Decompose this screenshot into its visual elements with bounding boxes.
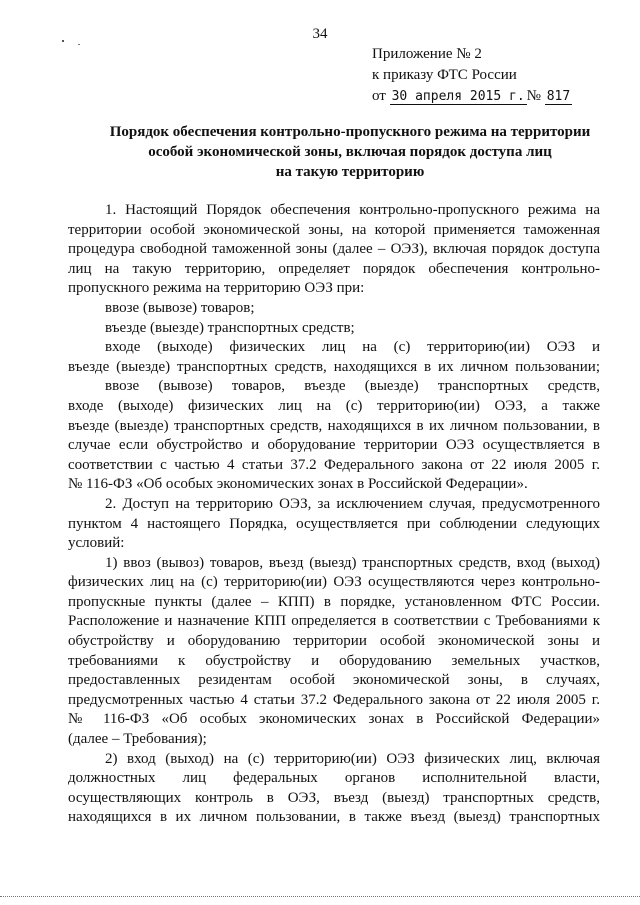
order-date: 30 апреля 2015 г.	[391, 89, 525, 104]
text-line: (далее – Требования);	[68, 731, 207, 748]
text-line: въезде (выезде) транспортных средств;	[105, 319, 355, 336]
document-body	[68, 201, 600, 828]
text-line: 2. Доступ на территорию ОЭЗ, за исключением случая, предусмотренного	[105, 495, 600, 512]
text-line: 2) вход (выход) на (с) территорию(ии) ОЭЗ физических лиц, включая	[105, 750, 600, 767]
text-line: лиц на такую территорию, определяет порядок обеспечения контрольно-	[68, 260, 600, 277]
document-title	[60, 122, 640, 182]
text-line: предусмотренных частью 4 статьи 37.2 Федерального закона от 22 июля 2005 г.	[68, 691, 600, 708]
text-line: условий:	[68, 535, 125, 552]
text-line: пунктом 4 настоящего Порядка, осуществляется при соблюдении следующих	[68, 515, 600, 532]
text-line: требованиями к обустройству и оборудованию земельных участков,	[68, 652, 600, 669]
text-line: процедура свободной таможенной зоны (далее – ОЭЗ), включая порядок доступа	[68, 241, 600, 258]
text-line: пропускного режима на территорию ОЭЗ при:	[68, 280, 365, 297]
text-line: пропускные пункты (далее – КПП) в порядке, установленном ФТС России.	[68, 593, 600, 610]
text-line: осуществляющих контроль в ОЭЗ, въезд (выезд) транспортных средств,	[68, 789, 600, 806]
scan-speck	[78, 44, 80, 45]
text-line: предоставленных резидентам особой экономической зоны, в случаях,	[68, 672, 600, 689]
scan-edge	[0, 896, 640, 899]
text-line: ввозе (вывозе) товаров, въезде (выезде) транспортных средств,	[105, 378, 600, 395]
appendix-date-line	[372, 86, 572, 107]
text-line: находящихся в их личном пользовании, в также въезд (выезд) транспортных	[68, 809, 600, 826]
text-line: 1. Настоящий Порядок обеспечения контрольно-пропускного режима на	[105, 202, 600, 218]
text-line: № 116-ФЗ «Об особых экономических зонах в Российской Федерации».	[68, 476, 528, 493]
page-number: 34	[312, 26, 328, 42]
text-line: ввозе (вывозе) товаров;	[105, 299, 255, 316]
text-line: должностных лиц федеральных органов исполнительной власти,	[68, 770, 600, 787]
text-line: обустройству и оборудованию территории особой экономической зоны и	[68, 633, 600, 650]
text-line: соответствии с частью 4 статьи 37.2 Федерального закона от 22 июля 2005 г.	[68, 456, 600, 473]
appendix-order-reference: к приказу ФТС России	[372, 67, 517, 83]
text-line: территории особой экономической зоны, на которой применяется таможенная	[68, 221, 600, 238]
text-line: въезде (выезде) транспортных средств, находящихся в их личном пользовании;	[68, 358, 600, 375]
appendix-header	[372, 44, 572, 107]
text-line: входе (выходе) физических лиц на (с) территорию(ии) ОЭЗ, а также	[68, 397, 600, 414]
from-label: от	[372, 88, 386, 104]
text-line: физических лиц на (с) территорию(ии) ОЭЗ осуществляются через контрольно-	[68, 574, 600, 591]
number-label: №	[526, 88, 541, 104]
appendix-title: Приложение № 2	[372, 46, 482, 62]
title-line: на такую территорию	[275, 164, 425, 180]
text-line: № 116-ФЗ «Об особых экономических зонах в Российской Федерации»	[68, 711, 600, 728]
text-line: входе (выходе) физических лиц на (с) территорию(ии) ОЭЗ и	[105, 339, 600, 356]
text-line: 1) ввоз (вывоз) товаров, въезд (выезд) транспортных средств, вход (выход)	[105, 554, 600, 571]
title-line: особой экономической зоны, включая порядок доступа лиц	[148, 144, 552, 160]
title-line: Порядок обеспечения контрольно-пропускного режима на территории	[109, 124, 591, 140]
order-number: 817	[546, 89, 571, 104]
text-line: случае если обустройство и оборудование территории ОЭЗ осуществляется в	[68, 437, 600, 454]
text-line: въезде (выезде) транспортных средств, находящихся в их личном пользовании, в	[68, 417, 600, 434]
text-line: Расположение и назначение КПП определяется в соответствии с Требованиями к	[68, 613, 600, 630]
